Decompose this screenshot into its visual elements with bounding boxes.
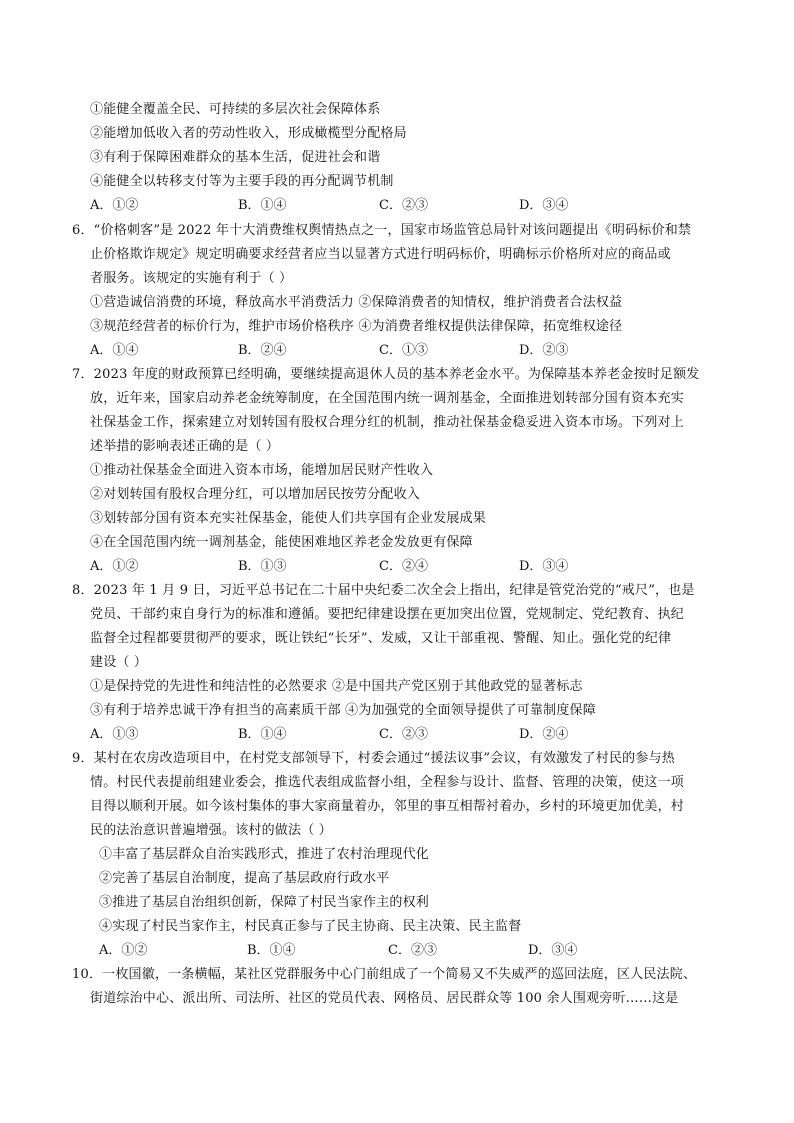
q5-option-a[interactable]: A．①② bbox=[90, 198, 139, 213]
q8-option-a[interactable]: A．①③ bbox=[90, 727, 139, 742]
q6-option-a[interactable]: A．①④ bbox=[90, 343, 139, 358]
q6-statements-line-1: ①营造诚信消费的环境，释放高水平消费活力 ②保障消费者的知情权，维护消费者合法权益 bbox=[90, 295, 623, 310]
q8-option-d[interactable]: D．②④ bbox=[519, 727, 569, 742]
q8-options bbox=[90, 726, 730, 744]
q6-stem-line-2: 止价格欺诈规定》规定明确要求经营者应当以显著方式进行明码标价，明确标示价格所对应的商品或 bbox=[90, 247, 671, 262]
q8-statements-line-2: ③有利于培养忠诚干净有担当的高素质干部 ④为加强党的全面领导提供了可靠制度保障 bbox=[90, 703, 596, 718]
q9-option-b[interactable]: B．①④ bbox=[247, 943, 296, 958]
q5-option-c[interactable]: C．②③ bbox=[379, 198, 428, 213]
q9-statement-2: ②完善了基层自治制度，提高了基层政府行政水平 bbox=[99, 871, 390, 886]
q8-statements-line-1: ①是保持党的先进性和纯洁性的必然要求 ②是中国共产党区别于其他政党的显著标志 bbox=[90, 679, 583, 694]
q5-options bbox=[90, 197, 730, 215]
q8-stem-line-3: 监督全过程都要贯彻严的要求，既让铁纪“长牙”、发威，又让干部重视、警醒、知止。强化党的纪律 bbox=[90, 631, 672, 646]
q7-stem-line-2: 放，近年来，国家启动养老金统筹制度，在全国范围内统一调剂基金，全面推进划转部分国有资本充实 bbox=[90, 391, 685, 406]
q7-stem-line-3: 社保基金工作，探索建立对划转国有股权合理分红的机制，推动社保基金稳妥进入资本市场。下列对上 bbox=[90, 415, 685, 430]
q7-statement-4: ④在全国范围内统一调剂基金，能使困难地区养老金发放更有保障 bbox=[90, 535, 473, 550]
q5-option-b[interactable]: B．①④ bbox=[238, 198, 287, 213]
q6-statements-line-2: ③规范经营者的标价行为，维护市场价格秩序 ④为消费者维权提供法律保障，拓宽维权途径 bbox=[90, 319, 623, 334]
q7-option-c[interactable]: C．②④ bbox=[379, 559, 428, 574]
q8-stem-line-2: 党员、干部约束自身行为的标准和遵循。要把纪律建设摆在更加突出位置，党规制定、党纪教育、执纪 bbox=[90, 607, 685, 622]
q5-statement-3: ③有利于保障困难群众的基本生活，促进社会和谐 bbox=[90, 150, 381, 165]
q8-option-b[interactable]: B．①④ bbox=[238, 727, 287, 742]
q6-option-b[interactable]: B．②④ bbox=[238, 343, 287, 358]
q6-option-d[interactable]: D．②③ bbox=[519, 343, 569, 358]
q9-stem-line-1: 9．某村在农房改造项目中，在村党支部领导下，村委会通过“援法议事”会议，有效激发了村民的参与热 bbox=[72, 751, 675, 766]
q6-stem-line-1: 6．“价格刺客”是 2022 年十大消费维权舆情热点之一，国家市场监管总局针对该问题提出《明码标价和禁 bbox=[72, 223, 692, 238]
q7-option-d[interactable]: D．③④ bbox=[519, 559, 569, 574]
q9-option-d[interactable]: D．③④ bbox=[528, 943, 578, 958]
q5-statement-2: ②能增加低收入者的劳动性收入，形成橄榄型分配格局 bbox=[90, 126, 407, 141]
q8-stem-line-4: 建设（ ） bbox=[90, 655, 148, 670]
q10-stem-line-2: 街道综治中心、派出所、司法所、社区的党员代表、网格员、居民群众等 100 余人围观旁听……这是 bbox=[90, 991, 679, 1006]
q7-statement-1: ①推动社保基金全面进入资本市场，能增加居民财产性收入 bbox=[90, 463, 434, 478]
q8-option-c[interactable]: C．②③ bbox=[379, 727, 428, 742]
q7-option-b[interactable]: B．①③ bbox=[238, 559, 287, 574]
q9-options bbox=[99, 942, 739, 960]
q9-statement-3: ③推进了基层自治组织创新，保障了村民当家作主的权利 bbox=[99, 895, 430, 910]
q9-stem-line-2: 情。村民代表提前组建业委会，推选代表组成监督小组，全程参与设计、监督、管理的决策，使这一项 bbox=[90, 775, 685, 790]
q6-stem-line-3: 者服务。该规定的实施有利于（ ） bbox=[90, 271, 293, 286]
q8-stem-line-1: 8．2023 年 1 月 9 日，习近平总书记在二十届中央纪委二次全会上指出，纪律是管党治党的“戒尺”，也是 bbox=[72, 583, 695, 598]
q7-options bbox=[90, 558, 730, 576]
q10-stem-line-1: 10．一枚国徽，一条横幅，某社区党群服务中心门前组成了一个简易又不失威严的巡回法庭，区人民法院、 bbox=[72, 967, 697, 982]
q5-statement-4: ④能健全以转移支付等为主要手段的再分配调节机制 bbox=[90, 174, 394, 189]
q9-statement-4: ④实现了村民当家作主，村民真正参与了民主协商、民主决策、民主监督 bbox=[99, 919, 522, 934]
q9-stem-line-4: 民的法治意识普遍增强。该村的做法（ ） bbox=[90, 823, 332, 838]
q6-option-c[interactable]: C．①③ bbox=[379, 343, 428, 358]
q7-statement-2: ②对划转国有股权合理分红，可以增加居民按劳分配收入 bbox=[90, 487, 421, 502]
q9-option-a[interactable]: A．①② bbox=[99, 943, 148, 958]
q5-statement-1: ①能健全覆盖全民、可持续的多层次社会保障体系 bbox=[90, 102, 381, 117]
q7-statement-3: ③划转部分国有资本充实社保基金，能使人们共享国有企业发展成果 bbox=[90, 511, 487, 526]
q6-options bbox=[90, 342, 730, 360]
q7-stem-line-4: 述举措的影响表述正确的是（ ） bbox=[90, 439, 280, 454]
q7-stem-line-1: 7．2023 年度的财政预算已经明确，要继续提高退休人员的基本养老金水平。为保障基本养老金按时足额发 bbox=[72, 367, 700, 382]
q9-option-c[interactable]: C．②③ bbox=[388, 943, 437, 958]
q9-stem-line-3: 目得以顺利开展。如今该村集体的事大家商量着办，邻里的事互相帮衬着办，乡村的环境更加优美，村 bbox=[90, 799, 685, 814]
q7-option-a[interactable]: A．①② bbox=[90, 559, 139, 574]
q9-statement-1: ①丰富了基层群众自治实践形式，推进了农村治理现代化 bbox=[99, 847, 430, 862]
q5-option-d[interactable]: D．③④ bbox=[519, 198, 569, 213]
